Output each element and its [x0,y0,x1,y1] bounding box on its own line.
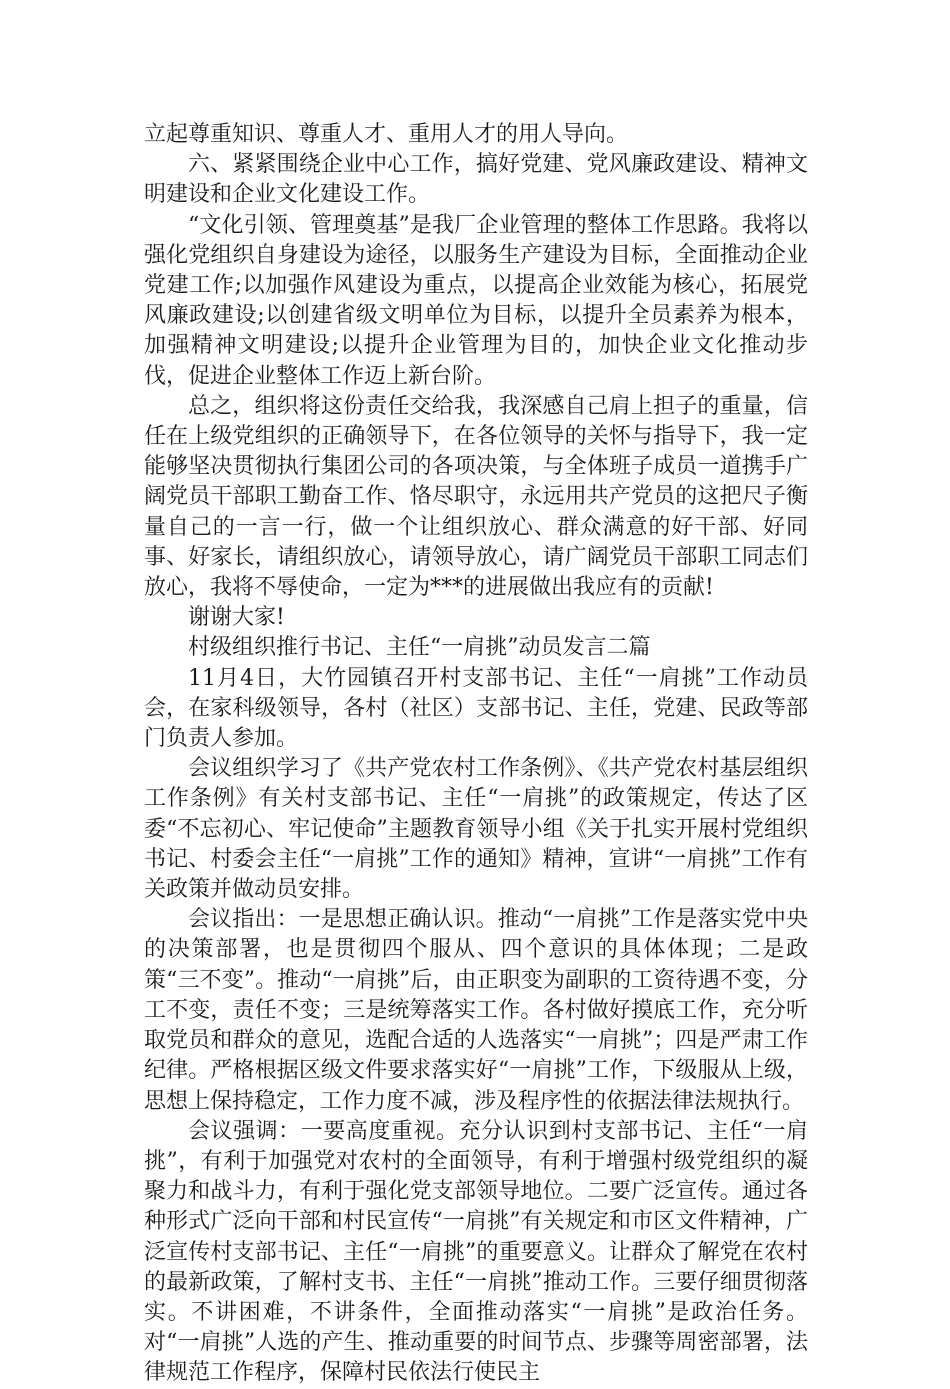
paragraph-5: 谢谢大家! [188,605,285,631]
paragraph-1: 立起尊重知识、尊重人才、重用人才的用人导向。 [144,122,629,147]
paragraph-7: 11月4日，大竹园镇召开村支部书记、主任“一肩挑”工作动员会，在家科级领导，各村（社区）支部书记、主任，党建、民政等部门负责人参加。 [144,665,808,752]
paragraph-9: 会议指出：一是思想正确认识。推动“一肩挑”工作是落实党中央的决策部署，也是贯彻四个服从、四个意识的具体体现；二是政策“三不变”。推动“一肩挑”后，由正职变为副职的工资待遇不变，分工不变，责任不变；三是统筹落实工作。各村做好摸底工作，充分听取党员和群众的意见，选配合适的人选落实“一肩挑”；四是严肃工作纪律。严格根据区级文件要求落实好“一肩挑”工作，下级服从上级，思想上保持稳定，工作力度不减，涉及程序性的依据法律法规执行。 [144,907,808,1114]
paragraph-3: “文化引领、管理奠基”是我厂企业管理的整体工作思路。我将以强化党组织自身建设为途径，以服务生产建设为目标，全面推动企业党建工作;以加强作风建设为重点，以提高企业效能为核心，拓展党风廉政建设;以创建省级文明单位为目标，以提升全员素养为根本，加强精神文明建设;以提升企业管理为目的，加快企业文化推动步伐，促进企业整体工作迈上新台阶。 [144,212,808,389]
section-title: 村级组织推行书记、主任“一肩挑”动员发言二篇 [188,635,651,661]
paragraph-8: 会议组织学习了《共产党农村工作条例》、《共产党农村基层组织工作条例》有关村支部书记、主任“一肩挑”的政策规定，传达了区委“不忘初心、牢记使命”主题教育领导小组《关于扎实开展村党组织书记、村委会主任“一肩挑”工作的通知》精神，宣讲“一肩挑”工作有关政策并做动员安排。 [144,756,808,903]
paragraph-2: 六、紧紧围绕企业中心工作，搞好党建、党风廉政建设、精神文明建设和企业文化建设工作。 [144,152,808,208]
paragraph-4: 总之，组织将这份责任交给我，我深感自己肩上担子的重量，信任在上级党组织的正确领导下，在各位领导的关怀与指导下，我一定能够坚决贯彻执行集团公司的各项决策，与全体班子成员一道携手广阔党员干部职工勤奋工作、恪尽职守，永远用共产党员的这把尺子衡量自己的一言一行，做一个让组织放心、群众满意的好干部、好同事、好家长，请组织放心，请领导放心，请广阔党员干部职工同志们放心，我将不辱使命，一定为***的进展做出我应有的贡献! [144,393,808,601]
document-body [144,120,808,1389]
paragraph-10: 会议强调：一要高度重视。充分认识到村支部书记、主任“一肩挑”，有利于加强党对农村的全面领导，有利于增强村级党组织的凝聚力和战斗力，有利于强化党支部领导地位。二要广泛宣传。通过各种形式广泛向干部和村民宣传“一肩挑”有关规定和市区文件精神，广泛宣传村支部书记、主任“一肩挑”的重要意义。让群众了解党在农村的最新政策，了解村支书、主任“一肩挑”推动工作。三要仔细贯彻落实。不讲困难，不讲条件，全面推动落实“一肩挑”是政治任务。对“一肩挑”人选的产生、推动重要的时间节点、步骤等周密部署，法律规范工作程序，保障村民依法行使民主 [144,1118,808,1386]
